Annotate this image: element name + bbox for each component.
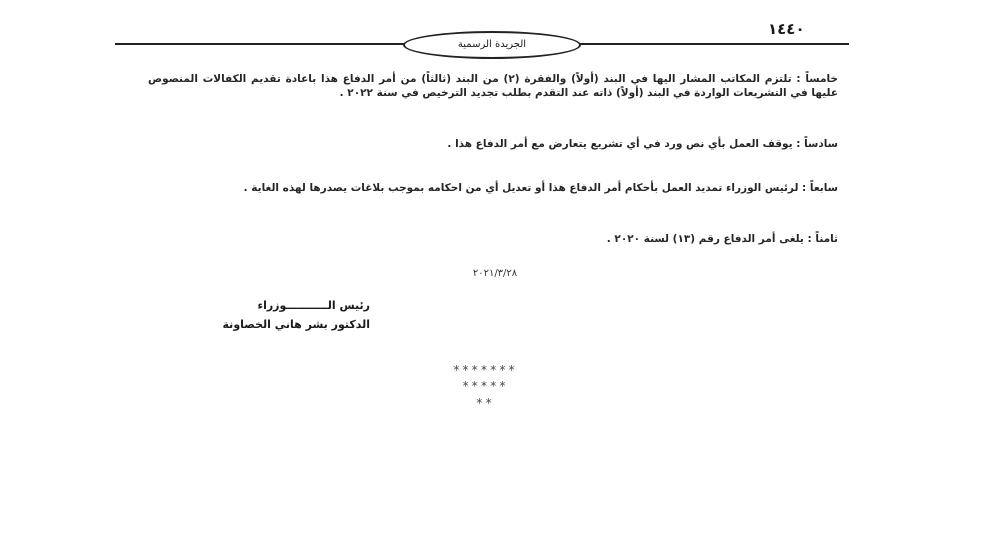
end-stars-row-2: ***** <box>461 379 509 393</box>
signature-title: رئيس الـــــــــــوزراء <box>257 299 370 312</box>
signature-name: الدكتور بشر هاني الخصاونة <box>222 318 370 331</box>
article-six: سادساً : يوقف العمل بأي نص ورد في أي تشريع يتعارض مع أمر الدفاع هذا . <box>447 138 838 150</box>
article-seven: سابعاً : لرئيس الوزراء تمديد العمل بأحكام أمر الدفاع هذا أو تعديل أي من احكامه بموجب بلاغات يصدرها لهذه الغاية . <box>243 182 838 194</box>
end-stars-row-1: ******* <box>452 363 518 377</box>
article-five: خامساً : تلتزم المكاتب المشار اليها في البند (أولاً) والفقرة (٢) من البند (ثالثاً) من أمر الدفاع هذا باعادة تقديم الكفالات المنصوص عليها في التشريعات الواردة في البند (أولاً) ذاته عند التقدم بطلب تجديد الترخيص في سنة ٢٠٢٢ . <box>148 73 839 99</box>
article-eight: ثامناً : يلغى أمر الدفاع رقم (١٣) لسنة ٢٠٢٠ . <box>606 233 838 245</box>
gazette-title-oval: الجريدة الرسمية <box>403 31 581 59</box>
end-stars-row-3: ** <box>475 396 495 410</box>
page-number: ١٤٤٠ <box>768 20 805 38</box>
issue-date: ٢٠٢١/٣/٢٨ <box>472 268 518 279</box>
